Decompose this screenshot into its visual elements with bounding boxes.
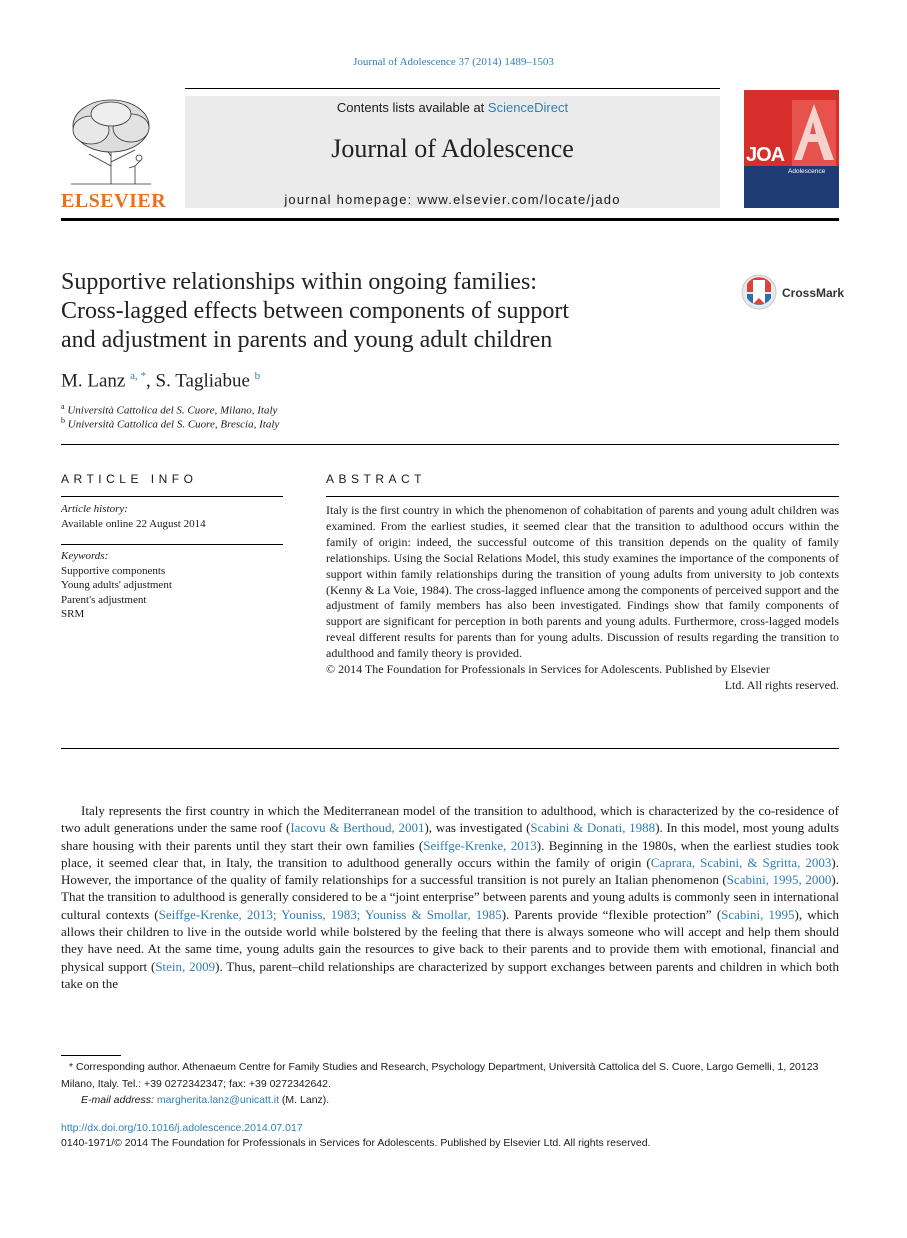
affiliation-b <box>61 416 279 431</box>
contents-line <box>185 100 720 115</box>
abstract-rule <box>326 496 839 497</box>
corresponding-author-note: * Corresponding author. Athenaeum Centre for Family Studies and Research, Psychology Department, Università Cattolica del S. Cuore, Largo Gemelli, 1, 20123 Milano, Italy. Tel.: +39 0272342347; fax: +39 0272342642. <box>61 1061 819 1090</box>
affiliation-a-text: Università Cattolica del S. Cuore, Milano, Italy <box>67 404 278 417</box>
abstract-body <box>326 503 839 694</box>
citation-link[interactable]: Scabini, 1995 <box>721 906 795 922</box>
citation-link[interactable]: Stein, 2009 <box>155 958 216 974</box>
title-line-3: and adjustment in parents and young adult children <box>61 327 553 353</box>
elsevier-wordmark: ELSEVIER <box>61 190 167 212</box>
elsevier-logo <box>61 96 167 212</box>
doi-link[interactable]: http://dx.doi.org/10.1016/j.adolescence.2014.07.017 <box>61 1122 303 1134</box>
cover-journal-name: Adolescence <box>788 168 826 175</box>
journal-masthead <box>185 96 720 208</box>
author-tagliabue-affil[interactable]: b <box>254 370 261 382</box>
header-thick-rule <box>61 218 839 221</box>
crossmark-icon <box>740 272 778 312</box>
journal-homepage[interactable]: journal homepage: www.elsevier.com/locate/jado <box>284 192 621 207</box>
citation-link[interactable]: Caprara, Scabini, & Sgritta, 2003 <box>650 854 832 870</box>
abstract-copyright-1: © 2014 The Foundation for Professionals in Services for Adolescents. Published by Elsevier <box>326 662 770 677</box>
sciencedirect-link[interactable]: ScienceDirect <box>487 100 569 115</box>
title-line-2: Cross-lagged effects between components of support <box>61 298 570 324</box>
abstract-copyright-2: Ltd. All rights reserved. <box>724 677 839 692</box>
intro-paragraph: Italy represents the first country in which the Mediterranean model of the transition to adulthood, which is characterized by the co-residence of two adult generations under the same roof (Iacovu & Berthoud, 2001), was investigated (Scabini & Donati, 1988). In this model, most young adults share housing with their parents until they start their own families (Seiffge-Krenke, 2013). Beginning in the 1980s, when the earliest studies took place, it seemed clear that, in Italy, the transition to adulthood generally occurs within the family of origin (Caprara, Scabini, & Sgritta, 2003). However, the importance of the quality of family relationships for a successful transition is not purely an Italian phenomenon (Scabini, 1995, 2000). That the transition to adulthood is generally considered to be a “joint enterprise” between parents and young adults is commonly seen in international cultural contexts (Seiffge-Krenke, 2013; Youniss, 1983; Youniss & Smollar, 1985). Parents provide “flexible protection” (Scabini, 1995), which allows their children to live in the outside world while bolstered by the feeling that there is always someone who will accept and help them should they have need. At the same time, young adults gain the resources to give back to their parents and to provide them with emotional, financial and physical support (Stein, 2009). Thus, parent–child relationships are characterized by support exchanges between parents and children in which both take on the <box>61 803 839 991</box>
email-note: E-mail address: margherita.lanz@unicatt.it (M. Lanz). <box>81 1094 330 1106</box>
crossmark-badge[interactable] <box>740 272 850 312</box>
citation-link[interactable]: Iacovu & Berthoud, 2001 <box>290 820 425 836</box>
title-line-1: Supportive relationships within ongoing families: <box>61 269 537 295</box>
author-list <box>61 370 260 392</box>
keyword-item: Young adults' adjustment <box>61 579 172 591</box>
footnote <box>61 1059 839 1109</box>
body-paragraph <box>61 802 839 992</box>
author-lanz[interactable]: M. Lanz <box>61 370 126 392</box>
email-link[interactable]: margherita.lanz@unicatt.it <box>156 1094 280 1106</box>
affiliation-a <box>61 402 277 417</box>
affiliation-a-marker: a <box>61 402 65 411</box>
article-title <box>61 268 701 355</box>
citation-link[interactable]: Seiffge-Krenke, 2013; Youniss, 1983; Youniss & Smollar, 1985 <box>158 906 502 922</box>
journal-cover <box>744 90 839 208</box>
crossmark-label[interactable]: CrossMark <box>782 286 845 300</box>
author-tagliabue[interactable]: S. Tagliabue <box>155 370 250 392</box>
keyword-item: SRM <box>61 608 85 620</box>
keywords-rule <box>61 544 283 545</box>
affiliation-divider <box>61 444 839 445</box>
keyword-item: Parent's adjustment <box>61 593 147 606</box>
citation-link[interactable]: Scabini & Donati, 1988 <box>530 820 656 836</box>
citation-link[interactable]: Seiffge-Krenke, 2013 <box>423 837 537 853</box>
journal-citation[interactable]: Journal of Adolescence 37 (2014) 1489–1503 <box>353 56 554 68</box>
contents-prefix: Contents lists available at <box>336 100 488 115</box>
keywords-block <box>61 549 283 622</box>
article-info-rule <box>61 496 283 497</box>
abstract-heading: ABSTRACT <box>326 472 427 486</box>
article-info-heading: ARTICLE INFO <box>61 472 198 486</box>
journal-title: Journal of Adolescence <box>331 134 574 163</box>
masthead-top-rule <box>185 88 720 89</box>
abstract-text: Italy is the first country in which the phenomenon of cohabitation of parents and young adult children was examined. From the earliest studies, it seemed clear that the transition to adulthood occurs within the family of origin: indeed, the successful outcome of this transition depends on the quality of family relationships. Using the Social Relations Model, this study examines the importance of the components of support within family relationships during the transition of young adults from university to job contexts (Kenny & La Voie, 1984). The cross-lagged influence among the components of perceived support and the adjustment of family members has also been investigated. Findings show that family components of support are significant for perception in both parents and young adults. Furthermore, cross-lagged models reveal different results for parents than for young adults. Discussion of results regarding the transition to adulthood and family theory is provided. <box>326 503 839 661</box>
abstract-bottom-rule <box>61 748 839 749</box>
author-lanz-affil[interactable]: a, * <box>130 370 147 382</box>
article-history <box>61 502 283 531</box>
author-separator: , <box>146 370 156 392</box>
affiliation-b-text: Università Cattolica del S. Cuore, Brescia, Italy <box>67 418 280 431</box>
elsevier-tree-icon <box>61 96 161 188</box>
email-label: E-mail address: <box>81 1094 154 1106</box>
citation-link[interactable]: Scabini, 1995, 2000 <box>726 872 832 888</box>
article-history-value: Available online 22 August 2014 <box>61 517 206 530</box>
page-footer <box>61 1121 839 1151</box>
affiliation-b-marker: b <box>61 416 65 425</box>
footnote-rule <box>61 1055 121 1056</box>
keywords-label: Keywords: <box>61 550 109 562</box>
cover-letters: JOA <box>746 144 785 166</box>
issn-line: 0140-1971/© 2014 The Foundation for Professionals in Services for Adolescents. Published by Elsevier Ltd. All rights reserved. <box>61 1137 651 1149</box>
article-history-label: Article history: <box>61 503 128 515</box>
keyword-item: Supportive components <box>61 564 166 577</box>
footnote-star: * <box>69 1061 74 1073</box>
